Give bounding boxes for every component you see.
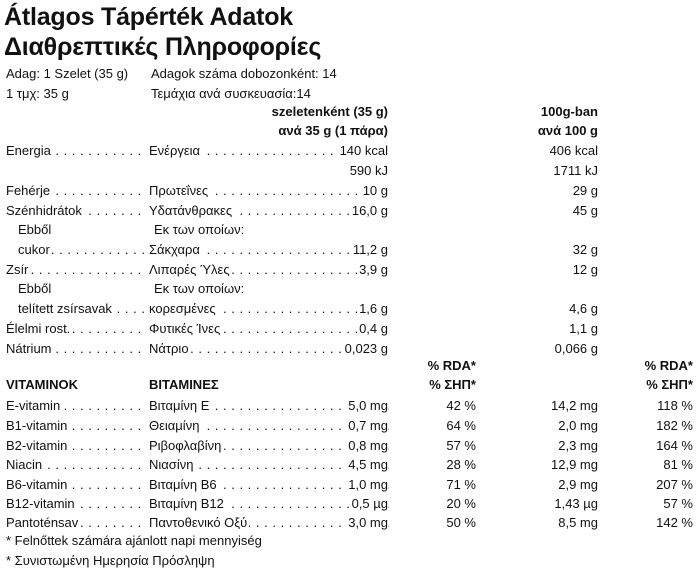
vitamin-value-serving: 0,7 mg (348, 418, 388, 433)
nutrient-label-hu-text: Szénhidrátok (6, 203, 82, 218)
shp-header-per100: % ΣΗΠ* (646, 377, 693, 392)
vitamin-label-hu-text: Pantoténsav (6, 515, 79, 530)
nutrient-label-hu-text: telített zsírsavak (18, 301, 112, 316)
nutrient-label-hu: Ebből (18, 281, 52, 296)
nutrient-value-per100: 0,066 g (554, 341, 598, 356)
nutrient-value-per100: 12 g (572, 262, 598, 277)
vitamin-rda-per100: 57 % (663, 496, 693, 511)
nutrient-label-hu-text: Élelmi rost. (6, 321, 71, 336)
footnote-gr: * Συνιστωμένη Ημερησία Πρόσληψη (6, 553, 215, 568)
nutrient-label-gr: Εκ των οποίων: (154, 281, 245, 296)
vitamin-rda-per100: 142 % (656, 515, 693, 530)
nutrient-value-per100: 4,6 g (569, 301, 598, 316)
nutrient-value-per100: 1711 kJ (553, 163, 598, 178)
nutrient-value-serving: 10 g (362, 183, 388, 198)
servings-per-pack-gr: Τεμάχια ανά συσκευασία:14 (151, 86, 311, 101)
vitamin-rda-per100: 164 % (656, 438, 693, 453)
nutrient-label-gr-text: Ενέργεια (149, 143, 201, 158)
vitamin-label-gr-text: Ριβοφλαβίνη (149, 438, 222, 453)
nutrient-value-serving: 590 kJ (349, 163, 388, 178)
vitamin-rda-serving: 20 % (446, 496, 476, 511)
vitamin-value-serving: 3,0 mg (348, 515, 388, 530)
vitamin-label-hu-text: B12-vitamin (6, 496, 75, 511)
vitamin-value-per100: 8,5 mg (558, 515, 598, 530)
nutrient-label-gr (149, 321, 388, 337)
vitamin-rda-per100: 118 % (657, 398, 693, 413)
vitamin-label-hu (6, 438, 146, 454)
serving-size-hu: Adag: 1 Szelet (35 g) (6, 66, 129, 81)
nutrient-label-hu (6, 321, 145, 337)
vitamin-label-hu (6, 398, 146, 414)
nutrient-label-hu (6, 203, 145, 219)
nutrient-label-gr-text: Λιπαρές Ύλες (149, 262, 230, 277)
column-header-per-serving-gr: ανά 35 g (1 πάρα) (278, 123, 388, 138)
vitamin-rda-per100: 81 % (663, 457, 693, 472)
nutrient-label-hu-text: Fehérje (6, 183, 51, 198)
vitamin-value-per100: 2,9 mg (558, 477, 598, 492)
footnote-hu: * Felnőttek számára ajánlott napi mennyiség (6, 533, 262, 548)
vitamin-label-hu (6, 418, 146, 434)
nutrient-value-serving: 11,2 g (352, 242, 388, 257)
vitamin-label-hu (6, 515, 146, 531)
vitamins-header-gr: ΒΙΤΑΜΙΝΕΣ (149, 377, 219, 392)
vitamin-label-hu-text: B1-vitamin (6, 418, 68, 433)
vitamin-value-serving: 4,5 mg (348, 457, 388, 472)
nutrient-label-gr-text: Υδατάνθρακες (149, 203, 233, 218)
vitamin-label-gr-text: Βιταμίνη Ε (149, 398, 210, 413)
vitamin-label-hu-text: E-vitamin (6, 398, 61, 413)
vitamin-value-serving: 0,8 mg (348, 438, 388, 453)
vitamin-value-serving: 5,0 mg (348, 398, 388, 413)
nutrient-label-hu (6, 262, 145, 278)
vitamin-label-gr-text: Παντοθενικό Οξύ (149, 515, 248, 530)
vitamin-value-per100: 1,43 µg (554, 496, 598, 511)
nutrient-label-gr-text: Πρωτεΐνες (149, 183, 209, 198)
vitamin-rda-serving: 71 % (446, 477, 476, 492)
vitamin-rda-serving: 28 % (446, 457, 476, 472)
column-header-per100-gr: ανά 100 g (537, 123, 598, 138)
servings-per-box-hu: Adagok száma dobozonként: 14 (151, 66, 337, 81)
nutrient-label-hu (6, 341, 145, 357)
vitamin-value-per100: 2,0 mg (558, 418, 598, 433)
vitamin-rda-serving: 42 % (446, 398, 476, 413)
nutrient-label-hu (6, 183, 145, 199)
nutrient-label-gr-text: κορεσμένες (149, 301, 216, 316)
title-greek: Διαθρεπτικές Πληροφορίες (4, 33, 322, 61)
nutrient-value-per100: 45 g (572, 203, 598, 218)
vitamin-label-gr-text: Νιασίνη (149, 457, 194, 472)
nutrient-label-hu-text: Nátrium (6, 341, 52, 356)
nutrient-label-gr (149, 262, 388, 278)
vitamin-label-hu-text: Niacin (6, 457, 43, 472)
nutrient-label-gr-text: Σάκχαρα (149, 242, 200, 257)
nutrient-value-per100: 32 g (572, 242, 598, 257)
vitamin-rda-serving: 50 % (446, 515, 476, 530)
nutrient-label-hu: Ebből (18, 222, 52, 237)
shp-header-serving: % ΣΗΠ* (429, 377, 476, 392)
nutrient-label-gr: Εκ των οποίων: (154, 222, 245, 237)
nutrient-label-hu-text: cukor (18, 242, 50, 257)
vitamin-value-serving: 0,5 µg (351, 496, 388, 511)
nutrient-label-gr (149, 183, 388, 199)
rda-header-per100: % RDA* (644, 358, 693, 373)
vitamin-rda-serving: 57 % (446, 438, 476, 453)
nutrient-value-per100: 29 g (572, 183, 598, 198)
nutrient-value-serving: 3,9 g (359, 262, 388, 277)
vitamin-label-hu (6, 457, 146, 473)
vitamin-label-hu-text: B2-vitamin (6, 438, 68, 453)
title-hungarian: Átlagos Tápérték Adatok (4, 3, 293, 31)
vitamin-value-per100: 2,3 mg (558, 438, 598, 453)
nutrient-value-serving: 0,4 g (359, 321, 388, 336)
nutrient-label-gr (149, 301, 388, 317)
nutrient-label-hu (18, 242, 145, 258)
vitamin-label-gr-text: Θειαμίνη (149, 418, 200, 433)
nutrient-value-serving: 1,6 g (359, 301, 388, 316)
vitamins-header-hu: VITAMINOK (6, 377, 78, 392)
vitamin-rda-per100: 182 % (656, 418, 693, 433)
vitamin-label-hu-text: B6-vitamin (6, 477, 68, 492)
nutrient-label-hu-text: Energia (6, 143, 51, 158)
vitamin-label-gr-text: Βιταμίνη Β12 (149, 496, 224, 511)
vitamin-value-per100: 12,9 mg (551, 457, 598, 472)
vitamin-label-gr-text: Βιταμίνη Β6 (149, 477, 217, 492)
rda-header-serving: % RDA* (427, 358, 476, 373)
column-header-per100-hu: 100g-ban (540, 104, 598, 119)
vitamin-rda-per100: 207 % (656, 477, 693, 492)
serving-size-gr: 1 τμχ: 35 g (6, 86, 69, 101)
nutrient-label-hu-text: Zsír (6, 262, 29, 277)
nutrient-value-serving: 16,0 g (351, 203, 388, 218)
nutrient-label-hu (18, 301, 145, 317)
nutrient-value-per100: 1,1 g (569, 321, 598, 336)
vitamin-rda-serving: 64 % (446, 418, 476, 433)
vitamin-value-per100: 14,2 mg (551, 398, 598, 413)
column-header-per-serving-hu: szeletenként (35 g) (271, 104, 388, 119)
nutrient-value-per100: 406 kcal (549, 143, 598, 158)
vitamin-value-serving: 1,0 mg (348, 477, 388, 492)
nutrient-value-serving: 140 kcal (339, 143, 388, 158)
nutrient-label-hu (6, 143, 145, 159)
nutrient-value-serving: 0,023 g (344, 341, 388, 356)
vitamin-label-hu (6, 477, 146, 493)
nutrient-label-gr-text: Νάτριο (149, 341, 189, 356)
vitamin-label-hu (6, 496, 146, 512)
nutrient-label-gr-text: Φυτικές Ίνες (149, 321, 221, 336)
